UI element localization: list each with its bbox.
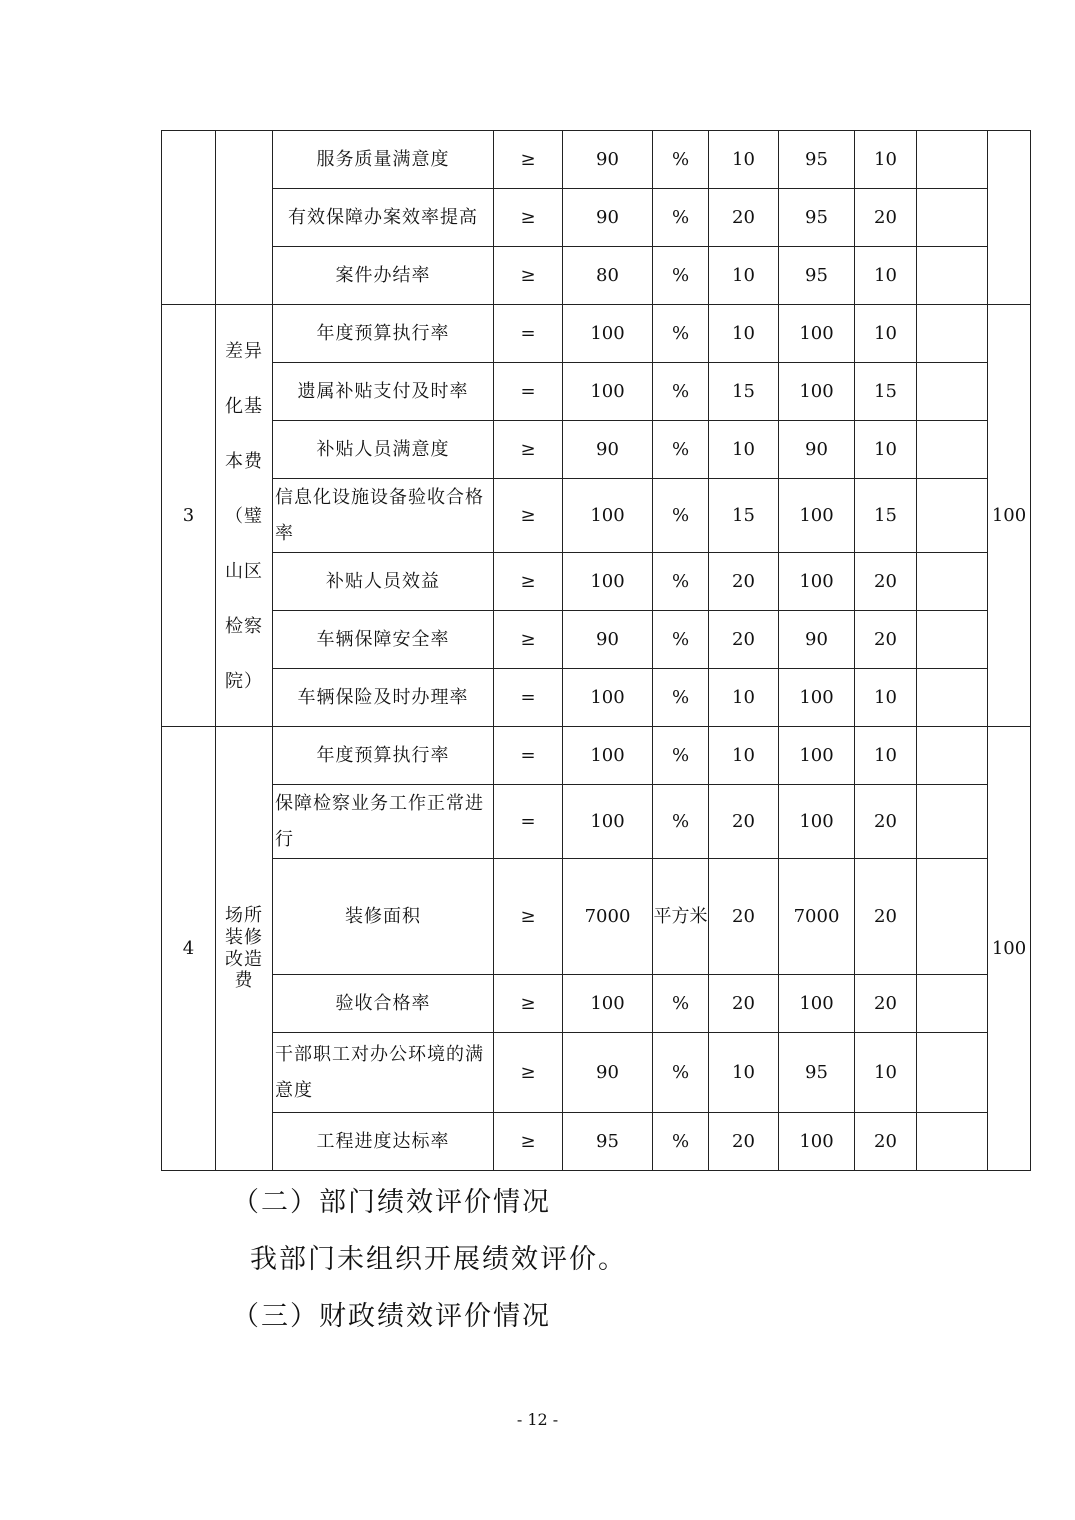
target-cell: 90 [563,189,653,247]
unit-cell: % [653,189,709,247]
actual-cell: 100 [779,479,855,553]
unit-cell: % [653,247,709,305]
actual-cell: 100 [779,785,855,859]
weight-cell: 20 [709,1113,779,1171]
table-row [162,305,1031,363]
remark-cell [917,363,988,421]
unit-cell: % [653,975,709,1033]
target-cell: 100 [563,785,653,859]
remark-cell [917,553,988,611]
group-total: 100 [988,727,1031,1171]
indicator-cell: 干部职工对办公环境的满意度 [273,1033,494,1113]
score-cell: 20 [855,611,917,669]
remark-cell [917,247,988,305]
page-number: - 12 - [516,1410,559,1429]
indicator-cell: 验收合格率 [273,975,494,1033]
remark-cell [917,131,988,189]
weight-cell: 20 [709,189,779,247]
score-cell: 20 [855,1113,917,1171]
score-cell: 20 [855,189,917,247]
indicator-cell: 工程进度达标率 [273,1113,494,1171]
score-cell: 10 [855,305,917,363]
table-row [162,975,1031,1033]
weight-cell: 20 [709,785,779,859]
actual-cell: 95 [779,131,855,189]
remark-cell [917,1033,988,1113]
indicator-cell: 车辆保险及时办理率 [273,669,494,727]
target-cell: 80 [563,247,653,305]
remark-cell [917,189,988,247]
indicator-cell: 保障检察业务工作正常进行 [273,785,494,859]
remark-cell [917,479,988,553]
target-cell: 7000 [563,859,653,975]
score-cell: 10 [855,669,917,727]
actual-cell: 95 [779,1033,855,1113]
target-cell: 100 [563,479,653,553]
weight-cell: 15 [709,363,779,421]
remark-cell [917,611,988,669]
target-cell: 100 [563,305,653,363]
unit-cell: % [653,363,709,421]
operator-cell: ≥ [494,421,563,479]
unit-cell: % [653,479,709,553]
section-2-body: 我部门未组织开展绩效评价。 [250,1244,627,1275]
score-cell: 10 [855,727,917,785]
unit-cell: % [653,421,709,479]
group-number: 4 [162,727,216,1171]
actual-cell: 100 [779,553,855,611]
target-cell: 90 [563,421,653,479]
actual-cell: 90 [779,421,855,479]
operator-cell: ≥ [494,553,563,611]
weight-cell: 15 [709,479,779,553]
table-row [162,363,1031,421]
weight-cell: 10 [709,727,779,785]
table-row [162,1113,1031,1171]
operator-cell: = [494,305,563,363]
table-row [162,1033,1031,1113]
indicator-cell: 年度预算执行率 [273,727,494,785]
actual-cell: 100 [779,727,855,785]
indicator-cell: 装修面积 [273,859,494,975]
indicator-cell: 案件办结率 [273,247,494,305]
target-cell: 100 [563,553,653,611]
remark-cell [917,669,988,727]
table-row [162,553,1031,611]
unit-cell: % [653,131,709,189]
remark-cell [917,975,988,1033]
score-cell: 10 [855,421,917,479]
operator-cell: ≥ [494,189,563,247]
score-cell: 20 [855,553,917,611]
remark-cell [917,785,988,859]
remark-cell [917,727,988,785]
operator-cell: ≥ [494,247,563,305]
indicator-cell: 遗属补贴支付及时率 [273,363,494,421]
indicator-cell: 补贴人员效益 [273,553,494,611]
actual-cell: 100 [779,1113,855,1171]
unit-cell: % [653,305,709,363]
section-2-heading: （二）部门绩效评价情况 [232,1187,551,1218]
unit-cell: % [653,611,709,669]
weight-cell: 10 [709,131,779,189]
unit-cell: % [653,553,709,611]
score-cell: 20 [855,975,917,1033]
unit-cell: % [653,785,709,859]
score-cell: 20 [855,859,917,975]
operator-cell: = [494,669,563,727]
actual-cell: 7000 [779,859,855,975]
target-cell: 100 [563,363,653,421]
operator-cell: ≥ [494,611,563,669]
operator-cell: ≥ [494,131,563,189]
table-row [162,669,1031,727]
actual-cell: 100 [779,363,855,421]
target-cell: 100 [563,975,653,1033]
operator-cell: ≥ [494,479,563,553]
indicator-cell: 信息化设施设备验收合格率 [273,479,494,553]
weight-cell: 20 [709,553,779,611]
table-row [162,611,1031,669]
table-row [162,131,1031,189]
table-row [162,859,1031,975]
remark-cell [917,305,988,363]
remark-cell [917,421,988,479]
table-row [162,247,1031,305]
table-row [162,727,1031,785]
weight-cell: 10 [709,1033,779,1113]
actual-cell: 95 [779,247,855,305]
score-cell: 10 [855,247,917,305]
section-3-heading: （三）财政绩效评价情况 [232,1301,551,1332]
target-cell: 100 [563,669,653,727]
group-total: 100 [988,305,1031,727]
target-cell: 90 [563,1033,653,1113]
weight-cell: 10 [709,305,779,363]
unit-cell: % [653,727,709,785]
weight-cell: 10 [709,421,779,479]
performance-table [161,130,1031,1171]
indicator-cell: 有效保障办案效率提高 [273,189,494,247]
group-number: 3 [162,305,216,727]
unit-cell: % [653,1113,709,1171]
unit-cell: 平方米 [653,859,709,975]
weight-cell: 20 [709,859,779,975]
group-category [216,131,273,305]
group-category: 差异化基本费（璧山区检察院） [216,305,273,727]
weight-cell: 10 [709,247,779,305]
operator-cell: ≥ [494,1113,563,1171]
table-row [162,785,1031,859]
table-row [162,189,1031,247]
operator-cell: ≥ [494,859,563,975]
group-total [988,131,1031,305]
weight-cell: 10 [709,669,779,727]
indicator-cell: 服务质量满意度 [273,131,494,189]
score-cell: 15 [855,363,917,421]
score-cell: 10 [855,131,917,189]
actual-cell: 95 [779,189,855,247]
table-row [162,479,1031,553]
unit-cell: % [653,1033,709,1113]
group-category: 场所装修改造费 [216,727,273,1171]
indicator-cell: 车辆保障安全率 [273,611,494,669]
weight-cell: 20 [709,975,779,1033]
indicator-cell: 补贴人员满意度 [273,421,494,479]
table-row [162,421,1031,479]
operator-cell: ≥ [494,975,563,1033]
weight-cell: 20 [709,611,779,669]
score-cell: 10 [855,1033,917,1113]
operator-cell: = [494,363,563,421]
actual-cell: 100 [779,975,855,1033]
target-cell: 90 [563,611,653,669]
score-cell: 20 [855,785,917,859]
operator-cell: = [494,727,563,785]
target-cell: 100 [563,727,653,785]
actual-cell: 100 [779,305,855,363]
score-cell: 15 [855,479,917,553]
actual-cell: 100 [779,669,855,727]
remark-cell [917,859,988,975]
group-number [162,131,216,305]
actual-cell: 90 [779,611,855,669]
target-cell: 95 [563,1113,653,1171]
unit-cell: % [653,669,709,727]
target-cell: 90 [563,131,653,189]
operator-cell: = [494,785,563,859]
operator-cell: ≥ [494,1033,563,1113]
remark-cell [917,1113,988,1171]
indicator-cell: 年度预算执行率 [273,305,494,363]
